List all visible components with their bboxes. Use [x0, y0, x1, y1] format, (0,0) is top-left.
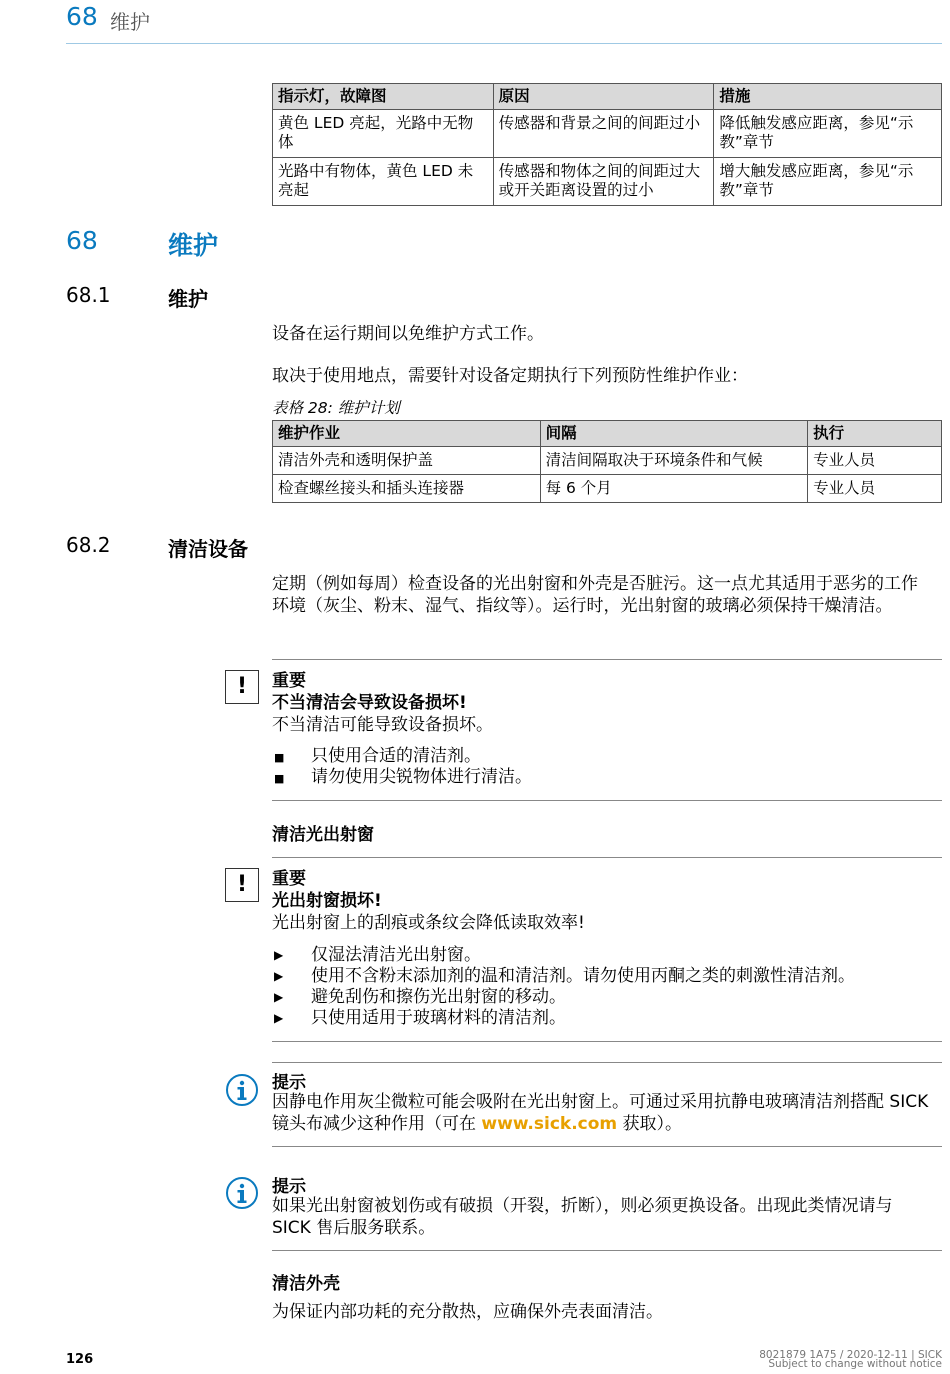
fault-col-indicator: 指示灯，故障图	[273, 84, 494, 110]
table-cell: 传感器和背景之间的间距过小	[493, 110, 714, 158]
square-bullet-icon: ■	[274, 751, 285, 764]
section-68-1-number: 68.1	[66, 283, 111, 307]
hint-1-label: 提示	[272, 1073, 306, 1093]
list-item: ■ 只使用合适的清洁剂。	[274, 746, 481, 766]
table-cell: 光路中有物体，黄色 LED 未亮起	[273, 158, 494, 206]
list-item: ▶ 避免刮伤和擦伤光出射窗的移动。	[274, 987, 566, 1007]
arrow-bullet-icon: ▶	[274, 969, 284, 983]
maint-col-task: 维护作业	[273, 421, 541, 447]
table-row	[273, 475, 942, 503]
maintenance-table-header	[273, 421, 942, 447]
notice-2-bottom-rule	[272, 1041, 942, 1042]
arrow-bullet-icon: ▶	[274, 948, 284, 962]
notice-2-list	[272, 945, 855, 1029]
table-cell: 清洁间隔取决于环境条件和气候	[540, 447, 808, 475]
fault-col-measure: 措施	[714, 84, 942, 110]
exclamation-icon: !	[225, 670, 259, 704]
table-row	[273, 447, 942, 475]
notice-2-text: 光出射窗上的刮痕或条纹会降低读取效率!	[272, 913, 585, 933]
fault-col-cause: 原因	[493, 84, 714, 110]
list-item: ▶ 使用不含粉末添加剂的温和清洁剂。请勿使用丙酮之类的刺激性清洁剂。	[274, 966, 855, 986]
table-cell: 降低触发感应距离，参见“示教”章节	[714, 110, 942, 158]
table-cell: 专业人员	[808, 447, 942, 475]
list-item: ■ 请勿使用尖锐物体进行清洁。	[274, 767, 532, 787]
notice-1-headline: 不当清洁会导致设备损坏!	[272, 693, 467, 713]
fault-table	[272, 83, 942, 206]
maintenance-table	[272, 420, 942, 503]
hint-2-bottom-rule	[272, 1250, 942, 1251]
list-item: ▶ 仅湿法清洁光出射窗。	[274, 945, 481, 965]
hint-1-text: 因静电作用灰尘微粒可能会吸附在光出射窗上。可通过采用抗静电玻璃清洁剂搭配 SICK 镜头布减少这种作用（可在 www.sick.com 获取）。	[272, 1092, 929, 1134]
table-cell: 增大触发感应距离，参见“示教”章节	[714, 158, 942, 206]
maintenance-intro: 设备在运行期间以免维护方式工作。	[272, 324, 544, 344]
page-number: 126	[66, 1352, 94, 1367]
arrow-bullet-icon: ▶	[274, 1011, 284, 1025]
notice-1-text: 不当清洁可能导致设备损坏。	[272, 715, 493, 735]
table-cell: 黄色 LED 亮起，光路中无物体	[273, 110, 494, 158]
section-68-title: 维护	[168, 231, 219, 260]
header-chapter-number: 68	[66, 2, 98, 31]
section-68-number: 68	[66, 226, 98, 255]
fault-table-header	[273, 84, 942, 110]
notice-2-label: 重要	[272, 869, 306, 889]
notice-2-headline: 光出射窗损坏!	[272, 891, 382, 911]
table-row	[273, 110, 942, 158]
section-68-1-title: 维护	[168, 287, 208, 311]
maint-col-executor: 执行	[808, 421, 942, 447]
info-icon	[225, 1073, 259, 1107]
table-cell: 清洁外壳和透明保护盖	[273, 447, 541, 475]
square-bullet-icon: ■	[274, 772, 285, 785]
hint-1-top-rule	[272, 1062, 942, 1063]
hint-2-label: 提示	[272, 1177, 306, 1197]
table-cell: 专业人员	[808, 475, 942, 503]
sick-website-link[interactable]: www.sick.com	[481, 1114, 618, 1134]
notice-1-bottom-rule	[272, 800, 942, 801]
hint-2-text: 如果光出射窗被划伤或有破损（开裂，折断），则必须更换设备。出现此类情况请与 SICK 售后服务联系。	[272, 1196, 893, 1238]
table-caption: 表格 28: 维护计划	[272, 399, 400, 417]
maint-col-interval: 间隔	[540, 421, 808, 447]
notice-1-list	[272, 746, 532, 788]
section-68-2-number: 68.2	[66, 533, 111, 557]
table-cell: 传感器和物体之间的间距过大或开关距离设置的过小	[493, 158, 714, 206]
table-row	[273, 158, 942, 206]
section-68-2-title: 清洁设备	[168, 537, 248, 561]
housing-cleaning-text: 为保证内部功耗的充分散热，应确保外壳表面清洁。	[272, 1302, 663, 1322]
hint-1-bottom-rule	[272, 1146, 942, 1147]
list-item: ▶ 只使用适用于玻璃材料的清洁剂。	[274, 1008, 566, 1028]
maintenance-preventive-text: 取决于使用地点，需要针对设备定期执行下列预防性维护作业：	[272, 366, 748, 386]
table-cell: 检查螺丝接头和插头连接器	[273, 475, 541, 503]
arrow-bullet-icon: ▶	[274, 990, 284, 1004]
notice-2-top-rule	[272, 857, 942, 858]
subheading-clean-housing: 清洁外壳	[272, 1274, 340, 1294]
notice-1-label: 重要	[272, 671, 306, 691]
header-chapter-title: 维护	[110, 10, 150, 34]
header-divider	[66, 43, 942, 44]
footer-disclaimer: Subject to change without notice	[768, 1358, 942, 1370]
subheading-clean-window: 清洁光出射窗	[272, 825, 374, 845]
footer-doc-info: 8021879 1A75 / 2020-12-11 | SICK	[759, 1349, 942, 1361]
exclamation-icon: !	[225, 868, 259, 902]
info-icon	[225, 1176, 259, 1210]
table-cell: 每 6 个月	[540, 475, 808, 503]
cleaning-intro: 定期（例如每周）检查设备的光出射窗和外壳是否脏污。这一点尤其适用于恶劣的工作环境（灰尘、粉末、湿气、指纹等）。运行时，光出射窗的玻璃必须保持干燥清洁。	[272, 574, 918, 616]
notice-1-top-rule	[272, 659, 942, 660]
